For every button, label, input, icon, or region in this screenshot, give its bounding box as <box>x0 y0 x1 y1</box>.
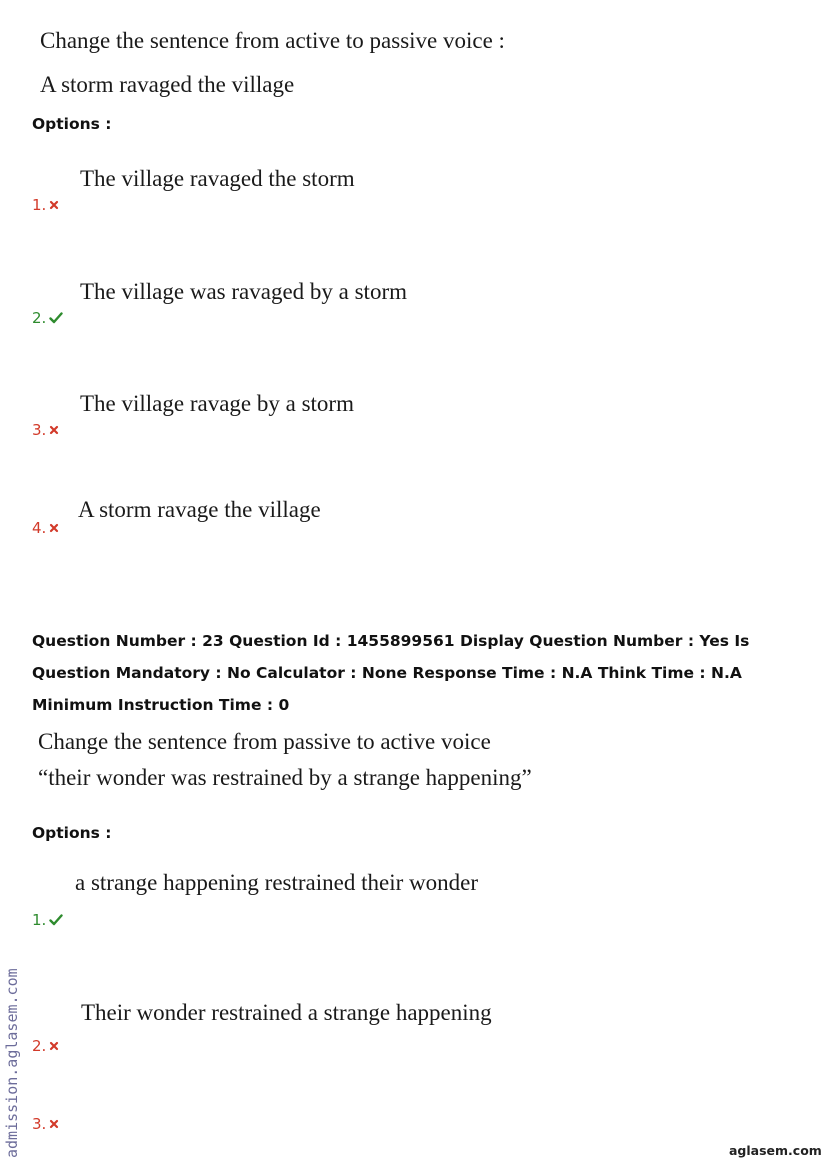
check-icon <box>49 312 63 324</box>
q1-option-2-text: The village was ravaged by a storm <box>80 279 407 304</box>
q2-option-1-text: a strange happening restrained their wonder <box>75 870 478 895</box>
footer-brand: aglasem.com <box>729 1143 822 1158</box>
q1-option-3-text: The village ravage by a storm <box>80 391 354 416</box>
q1-option-3-number: 3. <box>32 421 59 439</box>
q1-option-1-text: The village ravaged the storm <box>80 166 355 191</box>
cross-icon <box>49 425 59 435</box>
cross-icon <box>49 1119 59 1129</box>
check-icon <box>49 914 63 926</box>
q2-option-2-number: 2. <box>32 1037 59 1055</box>
cross-icon <box>49 1041 59 1051</box>
q2-options-label: Options : <box>32 824 112 842</box>
q1-instruction: Change the sentence from active to passive voice : <box>40 28 505 53</box>
q1-option-4-text: A storm ravage the village <box>78 497 321 522</box>
q1-option-2-number: 2. <box>32 309 63 327</box>
cross-icon <box>49 200 59 210</box>
q1-sentence: A storm ravaged the village <box>40 72 295 97</box>
q2-metadata: Question Number : 23 Question Id : 1455899561 Display Question Number : Yes Is Question Mandatory : No Calculator : None Response Time : N.A Think Time : N.A Minimum Instruction Time : 0 <box>32 632 750 714</box>
q1-option-4-number: 4. <box>32 519 59 537</box>
q2-option-3-number: 3. <box>32 1115 59 1133</box>
q2-option-1-number: 1. <box>32 911 63 929</box>
q2-instruction: Change the sentence from passive to active voice <box>38 729 491 754</box>
q1-options-label: Options : <box>32 115 112 133</box>
cross-icon <box>49 523 59 533</box>
side-watermark: admission.aglasem.com <box>3 968 21 1158</box>
q2-sentence: “their wonder was restrained by a strange happening” <box>38 765 532 790</box>
q1-option-1-number: 1. <box>32 196 59 214</box>
q2-option-2-text: Their wonder restrained a strange happening <box>81 1000 492 1025</box>
